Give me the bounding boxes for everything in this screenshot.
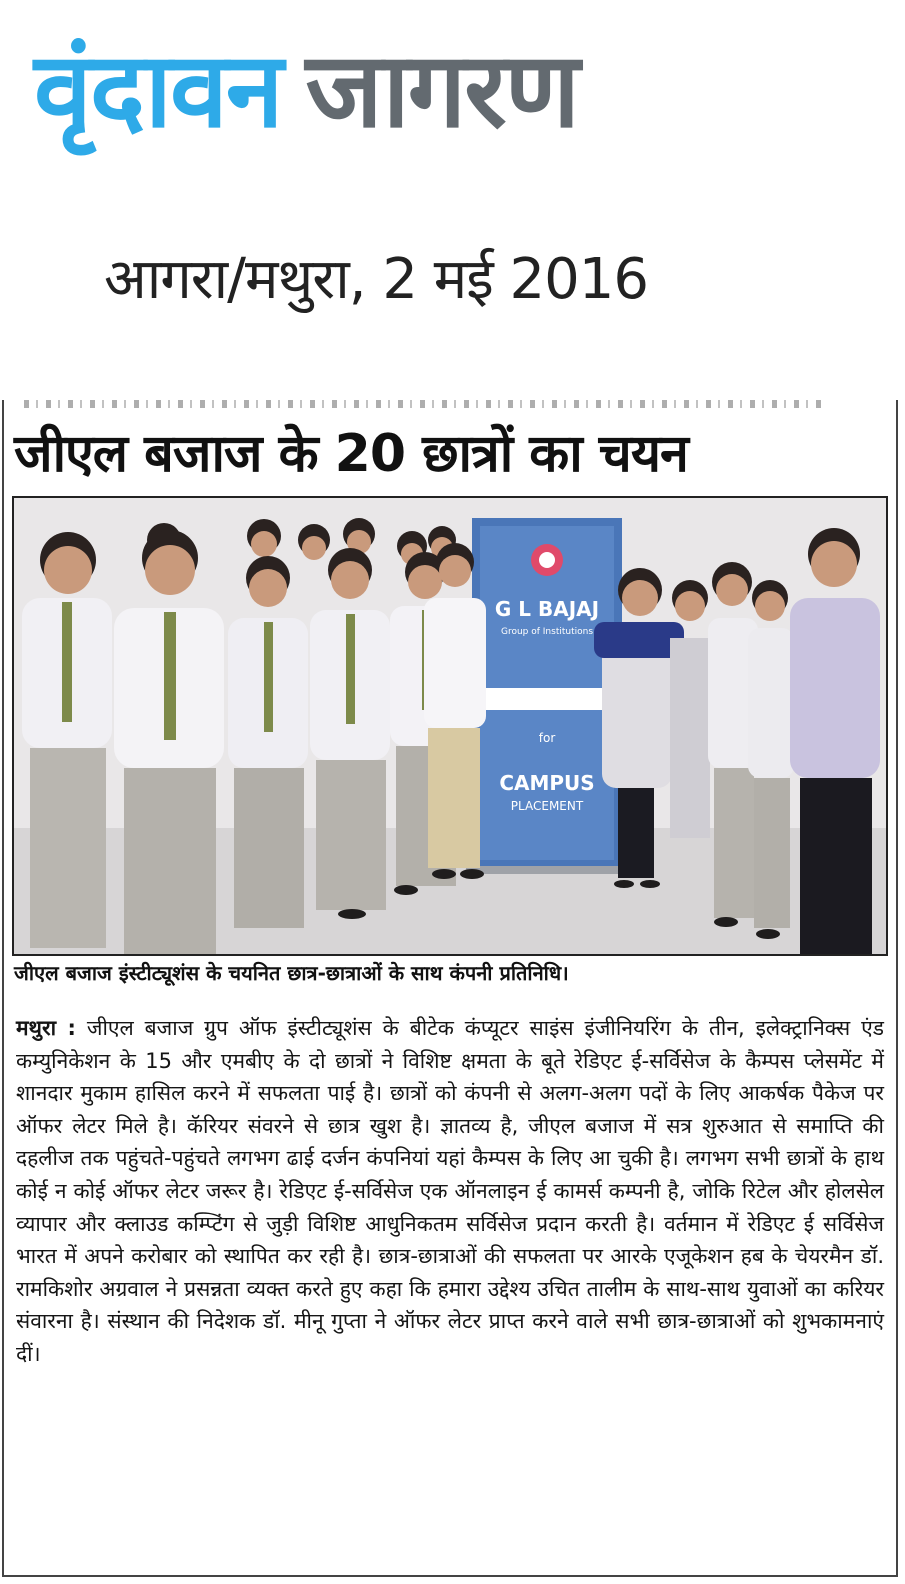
article-body: [16, 1012, 884, 1371]
article-place: मथुरा :: [16, 1016, 76, 1040]
newspaper-title-part2: जागरण: [305, 29, 578, 151]
article-headline: जीएल बजाज के 20 छात्रों का चयन: [14, 424, 688, 484]
group-photo-illustration: [14, 498, 886, 954]
newspaper-title-part1: वृंदावन: [34, 29, 282, 151]
photo-caption: जीएल बजाज इंस्टीट्यूशंस के चयनित छात्र-छात्राओं के साथ कंपनी प्रतिनिधि।: [14, 961, 569, 985]
banner-for: for: [538, 731, 556, 745]
article-clipping: [2, 400, 898, 1577]
banner-line-3: CAMPUS: [499, 771, 595, 795]
newspaper-title: [34, 20, 578, 160]
masthead: [0, 0, 905, 400]
cut-edge-strip: [24, 400, 824, 408]
article-body-text: जीएल बजाज ग्रुप ऑफ इंस्टीट्यूशंस के बीटेक कंप्यूटर साइंस इंजीनियरिंग के तीन, इलेक्ट्रानिक्स एंड कम्युनिकेशन के 15 और एमबीए के दो छात्रों ने विशिष्ट क्षमता के बूते रेडिएट ई-सर्विसेज के कैम्पस प्लेसमेंट में शानदार मुकाम हासिल करने में सफलता पाई है। छात्रों को कंपनी से अलग-अलग पदों के लिए आकर्षक पैकेज पर ऑफर लेटर मिले है। कॅरियर संवरने से छात्र खुश है। ज्ञातव्य है, जीएल बजाज में सत्र शुरुआत से समाप्ति की दहलीज तक पहुंचते-पहुंचते लगभग ढाई दर्जन कंपनियां यहां कैम्पस के लिए आ चुकी है। लगभग सभी छात्रों के हाथ कोई न कोई ऑफर लेटर जरूर है। रेडिएट ई-सर्विसेज एक ऑनलाइन ई कामर्स कम्पनी है, जोकि रिटेल और होलसेल व्यापार और क्लाउड कम्प्टिंग से जुड़ी विशिष्ट आधुनिकतम सर्विसेज प्रदान करती है। वर्तमान में रेडिएट ई सर्विसेज भारत में अपने करोबार को स्थापित कर रही है। छात्र-छात्राओं की सफलता पर आरके एजूकेशन हब के चेयरमैन डॉ. रामकिशोर अग्रवाल ने प्रसन्नता व्यक्त करते हुए कहा कि हमारा उद्देश्य उचित तालीम के साथ-साथ युवाओं का करियर संवारना है। संस्थान की निदेशक डॉ. मीनू गुप्ता ने ऑफर लेटर प्राप्त करने वाले सभी छात्र-छात्राओं को शुभकामनाएं दीं।: [16, 1016, 884, 1366]
banner-line-2: Group of Institutions: [500, 627, 594, 637]
banner-line-4: PLACEMENT: [510, 799, 584, 813]
edition-dateline: आगरा/मथुरा, 2 मई 2016: [104, 247, 649, 312]
group-photo: [12, 496, 888, 956]
banner-line-1: G L BAJAJ: [494, 597, 600, 621]
